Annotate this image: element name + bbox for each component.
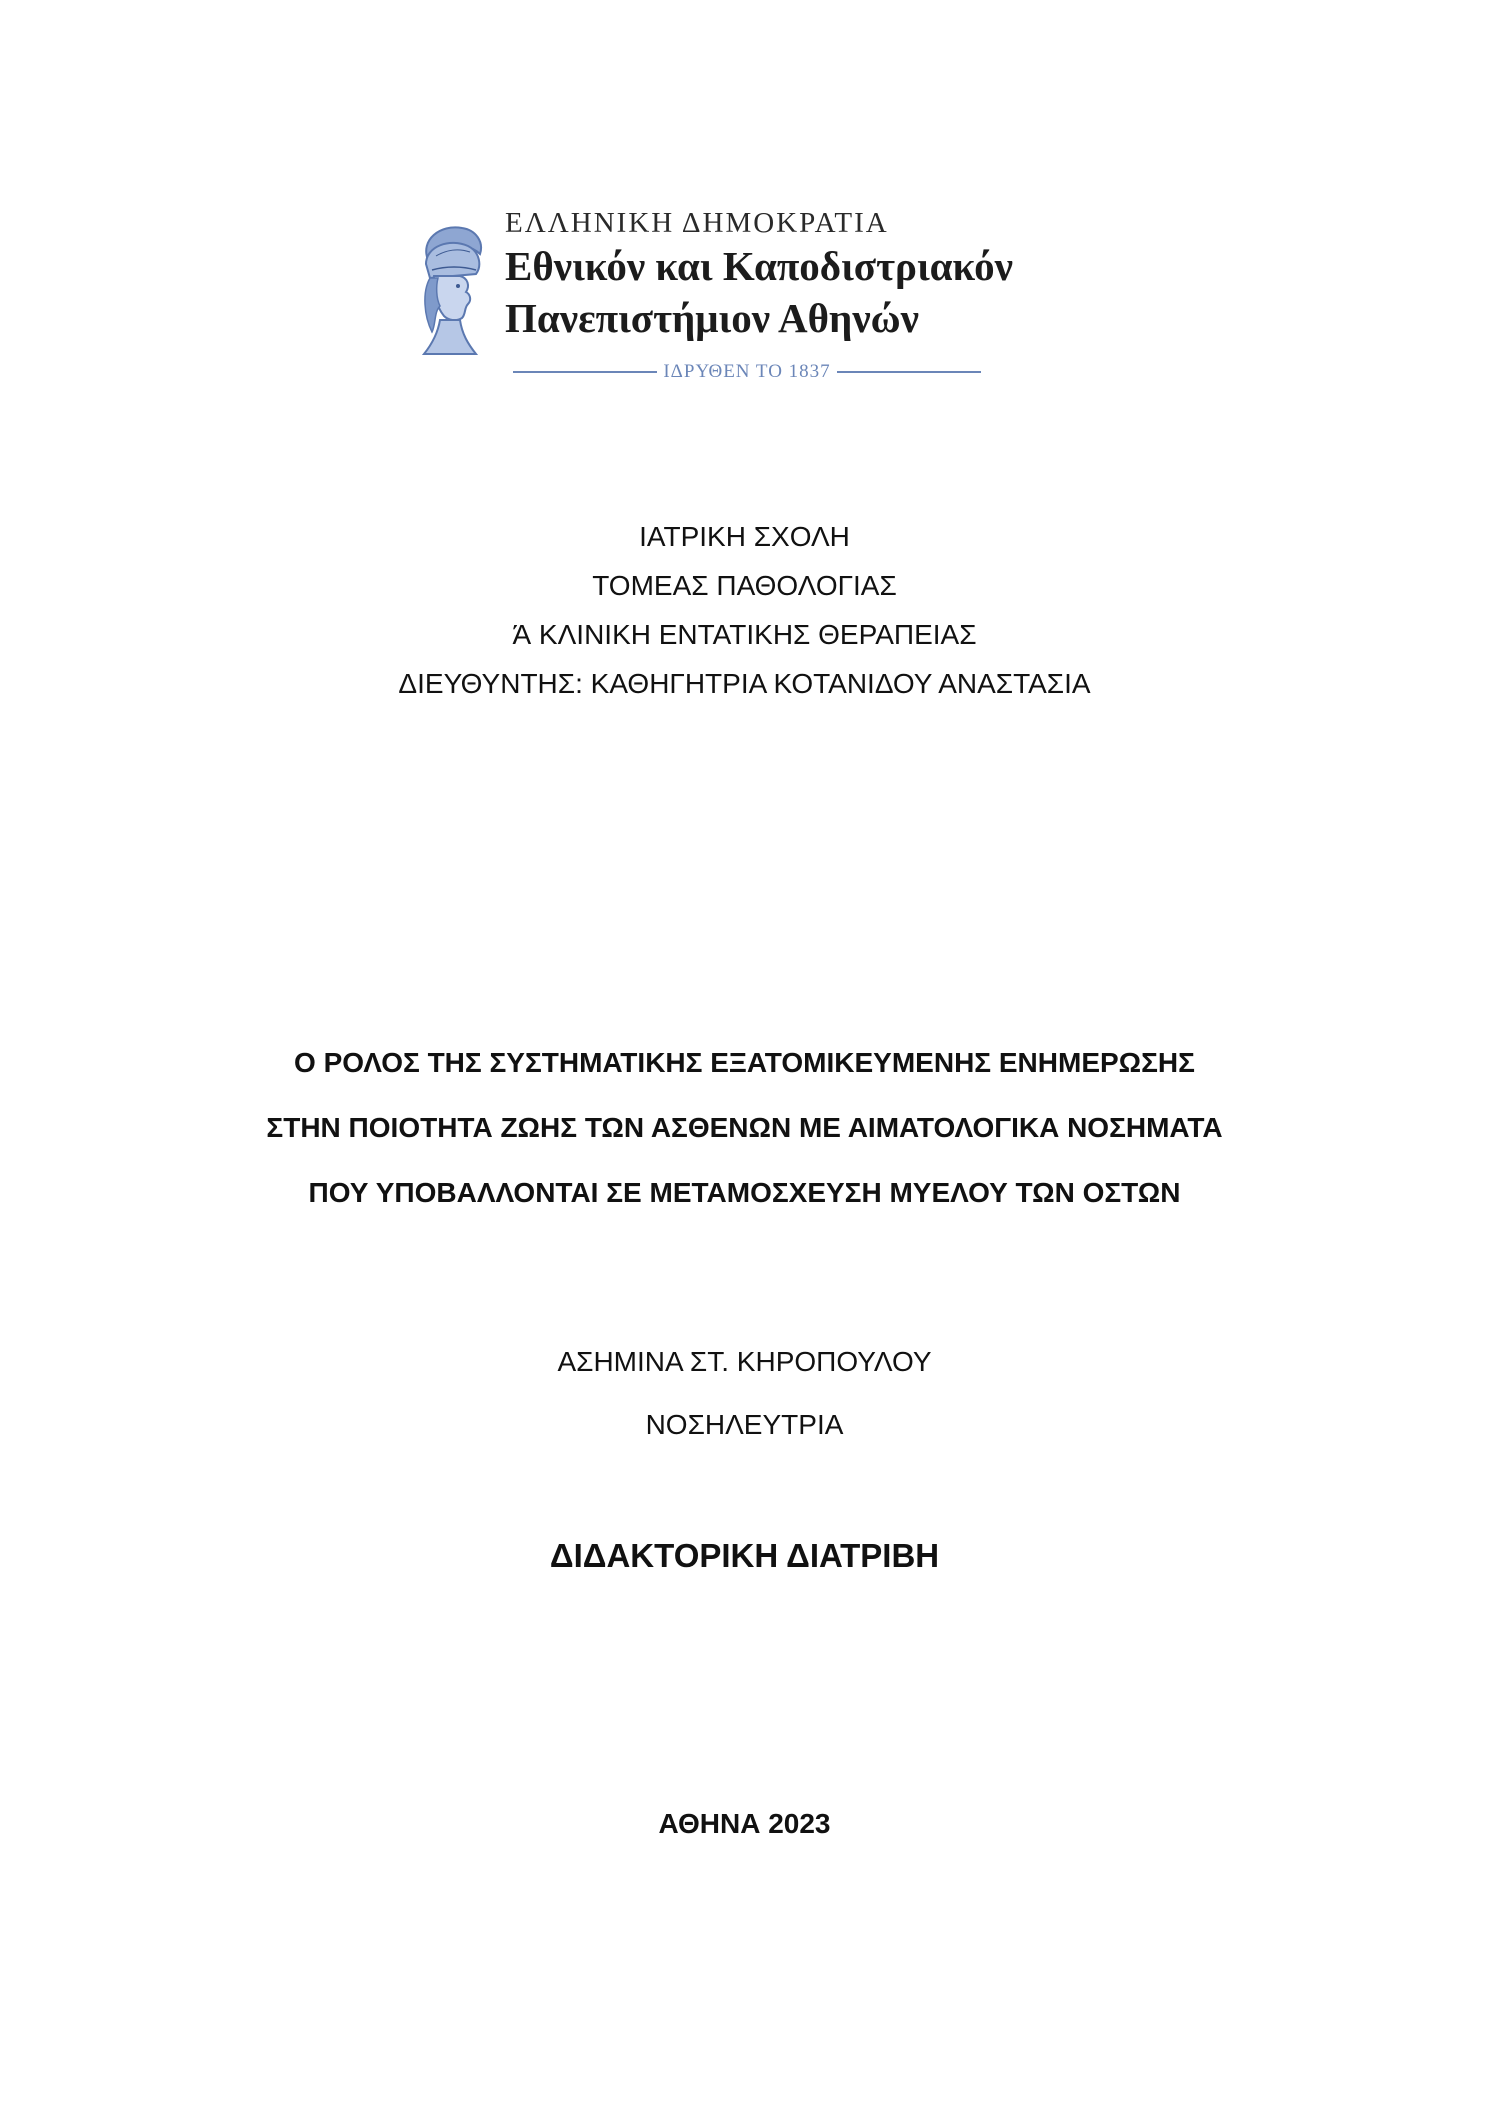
thesis-title: [0, 1030, 1489, 1225]
founded-rule-left: [513, 371, 657, 373]
university-logo: [410, 200, 1090, 400]
director-name: ΔΙΕΥΘΥΝΤΗΣ: ΚΑΘΗΓΗΤΡΙΑ ΚΟΤΑΝΙΔΟΥ ΑΝΑΣΤΑΣΙΑ: [398, 668, 1091, 699]
clinic-name: Ά ΚΛΙΝΙΚΗ ΕΝΤΑΤΙΚΗΣ ΘΕΡΑΠΕΙΑΣ: [512, 619, 977, 650]
athena-head-emblem-icon: [410, 220, 490, 360]
university-name-line-2: Πανεπιστήμιον Αθηνών: [505, 295, 919, 341]
founded-rule-right: [837, 371, 981, 373]
republic-label: ΕΛΛΗΝΙΚΗ ΔΗΜΟΚΡΑΤΙΑ: [505, 207, 889, 239]
university-name-block: [505, 200, 1090, 344]
thesis-title-line-2: ΣΤΗΝ ΠΟΙΟΤΗΤΑ ΖΩΗΣ ΤΩΝ ΑΣΘΕΝΩΝ ΜΕ ΑΙΜΑΤΟΛΟΓΙΚΑ ΝΟΣΗΜΑΤΑ: [266, 1112, 1223, 1143]
founded-label: ΙΔΡΥΘΕΝ ΤΟ 1837: [663, 361, 831, 382]
school-name: ΙΑΤΡΙΚΗ ΣΧΟΛΗ: [639, 521, 850, 552]
thesis-title-line-1: Ο ΡΟΛΟΣ ΤΗΣ ΣΥΣΤΗΜΑΤΙΚΗΣ ΕΞΑΤΟΜΙΚΕΥΜΕΝΗΣ ΕΝΗΜΕΡΩΣΗΣ: [294, 1047, 1195, 1078]
degree-type: ΔΙΔΑΚΤΟΡΙΚΗ ΔΙΑΤΡΙΒΗ: [549, 1537, 940, 1574]
author-name: ΑΣΗΜΙΝΑ ΣΤ. ΚΗΡΟΠΟΥΛΟΥ: [557, 1346, 932, 1377]
place-year-block: [0, 1800, 1489, 1848]
degree-block: [0, 1532, 1489, 1580]
place-year: ΑΘΗΝΑ 2023: [658, 1808, 831, 1839]
university-name-line-1: Εθνικόν και Καποδιστριακόν: [505, 243, 1013, 289]
author-block: [0, 1330, 1489, 1456]
department-block: [0, 512, 1489, 708]
founded-row: [513, 360, 981, 384]
thesis-title-line-3: ΠΟΥ ΥΠΟΒΑΛΛΟΝΤΑΙ ΣΕ ΜΕΤΑΜΟΣΧΕΥΣΗ ΜΥΕΛΟΥ ΤΩΝ ΟΣΤΩΝ: [308, 1177, 1181, 1208]
sector-name: ΤΟΜΕΑΣ ΠΑΘΟΛΟΓΙΑΣ: [592, 570, 897, 601]
author-role: ΝΟΣΗΛΕΥΤΡΙΑ: [645, 1409, 844, 1440]
